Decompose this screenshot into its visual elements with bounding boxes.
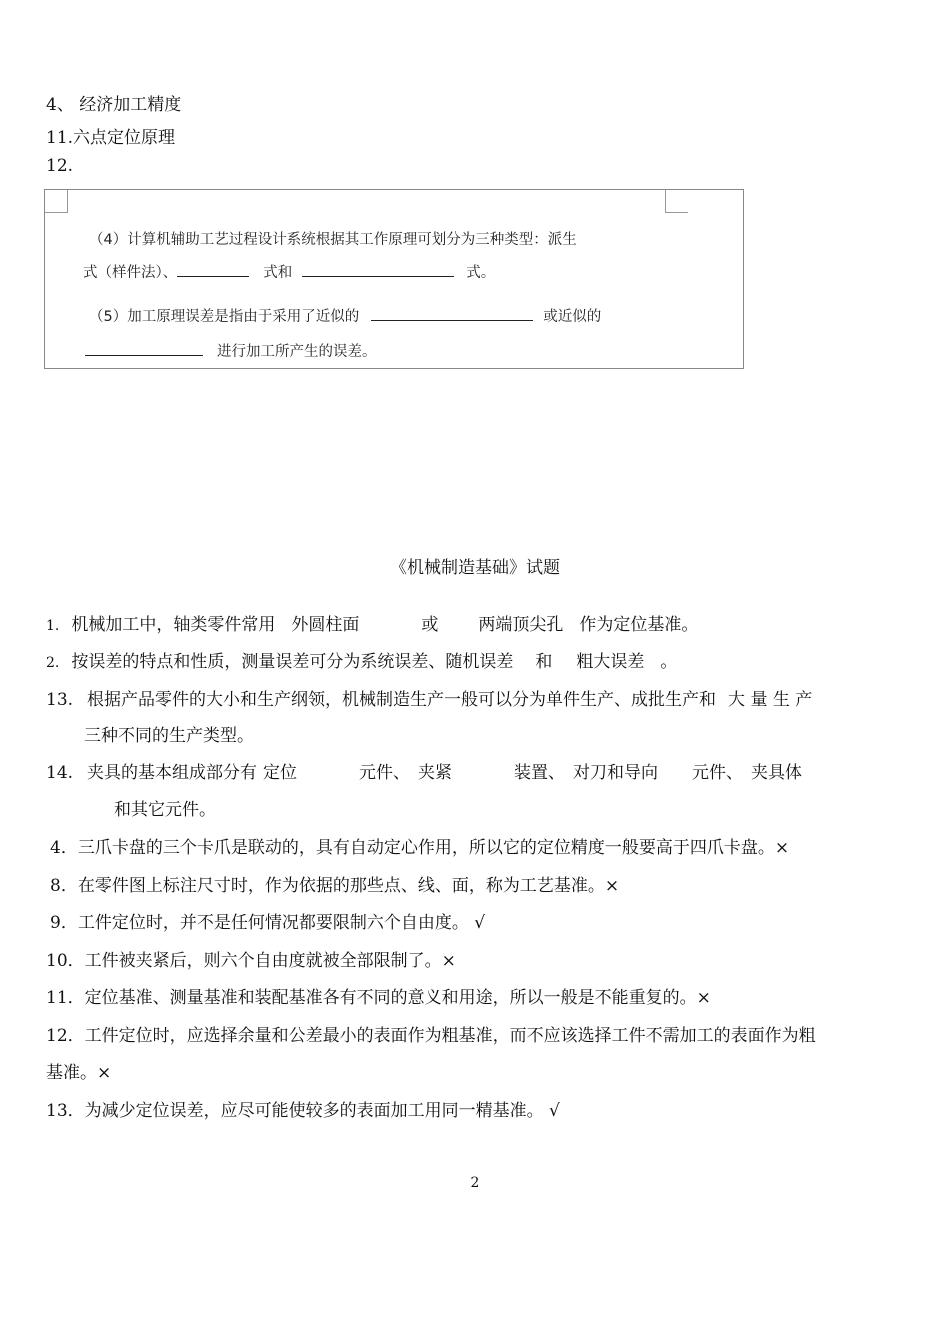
q-text: 装置、 — [514, 763, 566, 783]
blank-q5-2 — [85, 341, 203, 356]
q4-line2 — [83, 261, 495, 282]
page-number: 2 — [470, 1175, 480, 1191]
fill-question-1 — [46, 610, 698, 635]
answer-text: 对刀和导向 — [573, 763, 659, 783]
q-text: 作为定位基准。 — [579, 615, 699, 635]
judgment-12: 12．工件定位时，应选择余量和公差最小的表面作为粗基准，而不应该选择工件不需加工的表面作为粗 — [46, 1026, 816, 1046]
answer-text: 大 量 生 产 — [728, 690, 813, 710]
answer-text: 粗大误差 — [576, 652, 645, 672]
judgment-12-cont: 基准。× — [46, 1063, 112, 1083]
judgment-11: 11．定位基准、测量基准和装配基准各有不同的意义和用途，所以一般是不能重复的。× — [46, 988, 711, 1008]
corner-mark-right — [665, 190, 688, 213]
judgment-8: 8．在零件图上标注尺寸时，作为依据的那些点、线、面，称为工艺基准。× — [50, 876, 620, 896]
q4-text-a: 式（样件法）、 — [83, 265, 178, 281]
corner-mark-left — [45, 190, 68, 213]
q4-line1: （4）计算机辅助工艺过程设计系统根据其工作原理可划分为三种类型：派生 — [89, 232, 577, 248]
q4-text-c: 式。 — [466, 265, 496, 281]
answer-text: 两端顶尖孔 — [478, 615, 564, 635]
q-text: 和 — [535, 652, 553, 672]
line-economic-accuracy: 4、 经济加工精度 — [46, 95, 182, 115]
q5-line1 — [89, 305, 601, 326]
fill-question-13 — [46, 685, 812, 710]
q4-text-b: 式和 — [263, 265, 293, 281]
blank-q4-1 — [177, 262, 249, 277]
answer-text: 夹具体 — [751, 763, 803, 783]
fill-question-14 — [46, 758, 802, 783]
blank-q5-1 — [371, 306, 533, 321]
answer-text: 外圆柱面 — [291, 615, 360, 635]
judgment-4: 4．三爪卡盘的三个卡爪是联动的，具有自动定心作用，所以它的定位精度一般要高于四爪卡盘。× — [50, 838, 790, 858]
line-item-12: 12. — [46, 156, 74, 176]
judgment-10: 10．工件被夹紧后，则六个自由度就被全部限制了。× — [46, 951, 456, 971]
q5-text-b: 或近似的 — [543, 309, 602, 325]
q-text: 元件、 — [692, 763, 744, 783]
q5-text-c: 进行加工所产生的误差。 — [217, 344, 377, 360]
judgment-13: 13．为减少定位误差，应尽可能使较多的表面加工用同一精基准。 √ — [46, 1101, 560, 1121]
q-number: 13. — [46, 690, 74, 710]
q-text: 根据产品零件的大小和生产纲领，机械制造生产一般可以分为单件生产、成批生产和 — [87, 690, 717, 710]
blank-q4-2 — [302, 262, 454, 277]
q-text: 机械加工中，轴类零件常用 — [71, 615, 276, 635]
q-text: 或 — [421, 615, 439, 635]
fill-question-14-cont: 和其它元件。 — [114, 800, 216, 820]
q-number: 14. — [46, 763, 74, 783]
answer-text: 夹紧 — [418, 763, 453, 783]
fill-question-13-cont: 三种不同的生产类型。 — [84, 726, 254, 746]
line-six-point-principle: 11.六点定位原理 — [46, 128, 176, 148]
q-number: 1. — [46, 618, 60, 634]
fill-question-2 — [46, 647, 677, 672]
answer-text: 定位 — [263, 763, 298, 783]
q5-line2 — [85, 340, 377, 361]
q-text: 按误差的特点和性质，测量误差可分为系统误差、随机误差 — [71, 652, 514, 672]
q-text: 夹具的基本组成部分有 — [87, 763, 258, 783]
q-text: 。 — [660, 652, 678, 672]
judgment-9: 9．工件定位时，并不是任何情况都要限制六个自由度。 √ — [50, 913, 486, 933]
q-number: 2. — [46, 655, 60, 671]
q-text: 元件、 — [359, 763, 411, 783]
question-image-box — [44, 189, 744, 369]
q5-text-a: （5）加工原理误差是指由于采用了近似的 — [89, 309, 360, 325]
page-title: 《机械制造基础》试题 — [390, 558, 560, 578]
